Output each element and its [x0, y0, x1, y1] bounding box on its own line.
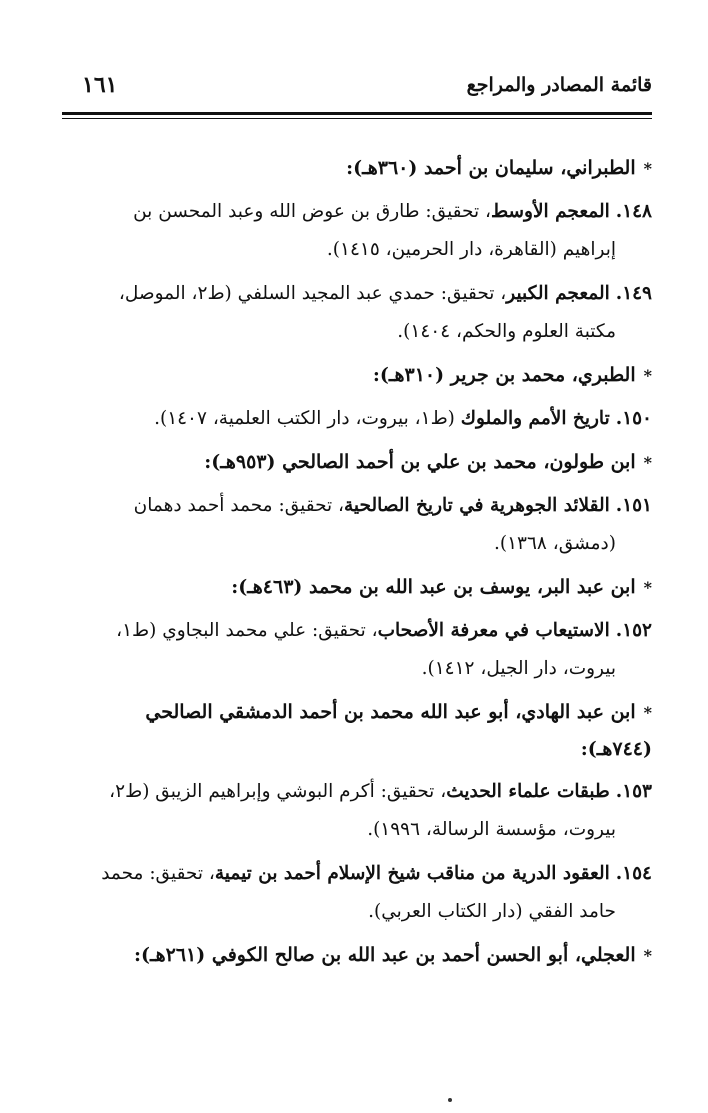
star-icon: * — [643, 578, 652, 597]
entry-details: ، تحقيق: محمد — [101, 863, 215, 884]
entry-title: المعجم الكبير — [506, 283, 610, 304]
entry-continuation: مكتبة العلوم والحكم، ١٤٠٤). — [397, 321, 616, 342]
entry-title: الاستيعاب في معرفة الأصحاب — [377, 620, 610, 641]
author-name: العجلي، أبو الحسن أحمد بن عبد الله بن صالح الكوفي (٢٦١هـ): — [134, 944, 636, 966]
author-name: الطبراني، سليمان بن أحمد (٣٦٠هـ): — [346, 157, 636, 179]
bibliography-entry — [78, 773, 652, 849]
author-name: الطبري، محمد بن جرير (٣١٠هـ): — [372, 364, 636, 386]
star-icon: * — [643, 159, 652, 178]
page-header — [62, 70, 652, 100]
entry-number: ١٥٣. — [615, 781, 652, 802]
entry-number: ١٥١. — [615, 495, 652, 516]
author-heading — [78, 150, 652, 187]
bibliography-entry — [78, 193, 652, 269]
author-heading — [78, 357, 652, 394]
entry-details: ، تحقيق: حمدي عبد المجيد السلفي (ط٢، الموصل، — [118, 283, 507, 304]
entry-details: ، تحقيق: علي محمد البجاوي (ط١، — [116, 620, 378, 641]
entry-number: ١٤٩. — [615, 283, 652, 304]
entry-continuation: بيروت، مؤسسة الرسالة، ١٩٩٦). — [367, 819, 616, 840]
entry-continuation: حامد الفقي (دار الكتاب العربي). — [368, 901, 616, 922]
author-name: ابن طولون، محمد بن علي بن أحمد الصالحي (٩٥٣هـ): — [204, 451, 636, 473]
star-icon: * — [643, 366, 652, 385]
entry-details: ، تحقيق: طارق بن عوض الله وعبد المحسن بن — [133, 201, 491, 222]
author-heading — [78, 937, 652, 974]
author-heading — [78, 694, 652, 767]
author-name: ابن عبد البر، يوسف بن عبد الله بن محمد (٤٦٣هـ): — [231, 576, 636, 598]
entry-title: المعجم الأوسط — [490, 201, 610, 222]
star-icon: * — [643, 703, 652, 722]
entry-number: ١٥٠. — [615, 408, 652, 429]
entry-details: (ط١، بيروت، دار الكتب العلمية، ١٤٠٧). — [154, 408, 461, 429]
entry-continuation: إبراهيم (القاهرة، دار الحرمين، ١٤١٥). — [326, 239, 616, 260]
bibliography-list — [78, 150, 652, 980]
bibliography-entry — [78, 400, 652, 438]
entry-continuation: بيروت، دار الجيل، ١٤١٢). — [421, 658, 616, 679]
author-heading — [78, 569, 652, 606]
running-title: قائمة المصادر والمراجع — [466, 74, 652, 96]
entry-continuation: (دمشق، ١٣٦٨). — [493, 533, 616, 554]
entry-title: طبقات علماء الحديث — [446, 781, 610, 802]
entry-number: ١٤٨. — [615, 201, 652, 222]
bibliography-entry — [78, 612, 652, 688]
entry-number: ١٥٤. — [615, 863, 652, 884]
bibliography-entry — [78, 855, 652, 931]
entry-number: ١٥٢. — [615, 620, 652, 641]
entry-title: العقود الدرية من مناقب شيخ الإسلام أحمد بن تيمية — [214, 863, 610, 884]
entry-title: القلائد الجوهرية في تاريخ الصالحية — [344, 495, 610, 516]
header-rule-thick — [62, 112, 652, 115]
bibliography-entry — [78, 275, 652, 351]
bibliography-entry — [78, 487, 652, 563]
entry-details: ، تحقيق: محمد أحمد دهمان — [133, 495, 345, 516]
footer-dot — [448, 1098, 452, 1102]
star-icon: * — [643, 453, 652, 472]
entry-title: تاريخ الأمم والملوك — [460, 408, 610, 429]
author-name: ابن عبد الهادي، أبو عبد الله محمد بن أحمد الدمشقي الصالحي (٧٤٤هـ): — [145, 701, 652, 760]
author-heading — [78, 444, 652, 481]
page-number: ١٦١ — [82, 72, 118, 98]
header-rule-thin — [62, 118, 652, 119]
star-icon: * — [643, 946, 652, 965]
entry-details: ، تحقيق: أكرم البوشي وإبراهيم الزيبق (ط٢، — [109, 781, 447, 802]
